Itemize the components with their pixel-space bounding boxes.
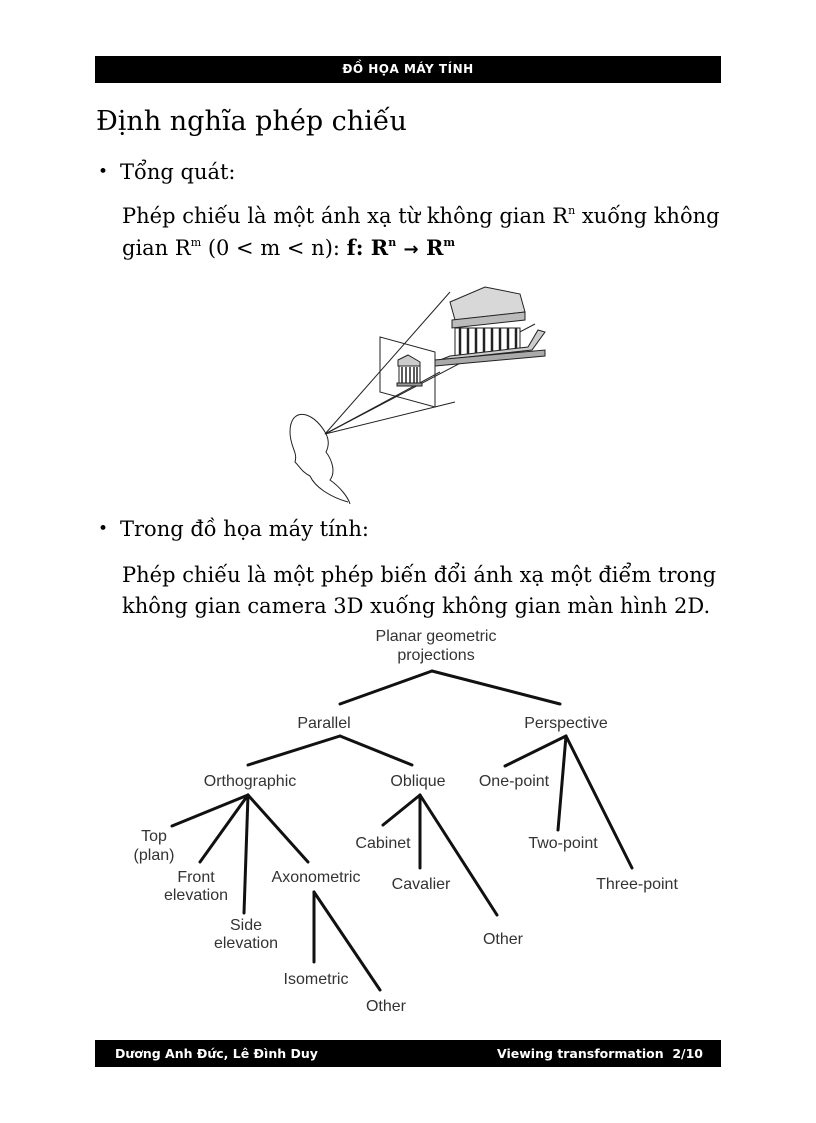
tree-root-line2: projections xyxy=(397,647,475,664)
node-perspective: Perspective xyxy=(524,715,608,732)
node-axonometric-other: Other xyxy=(365,998,407,1015)
projection-tree xyxy=(0,620,816,1025)
node-axonometric: Axonometric xyxy=(271,869,361,886)
node-three-point: Three-point xyxy=(596,876,678,893)
node-side-line1: Side xyxy=(229,917,263,934)
bullet-graphics-label: Trong đồ họa máy tính: xyxy=(120,517,369,541)
node-top-line1: Top xyxy=(141,828,167,845)
def-text-d: (0 < m < n): xyxy=(201,236,347,260)
section-title: Định nghĩa phép chiếu xyxy=(96,106,407,137)
bullet-general xyxy=(98,160,236,184)
formula-f: f: R xyxy=(346,235,389,260)
footer-authors: Dương Anh Đức, Lê Đình Duy xyxy=(115,1046,318,1061)
node-oblique-other: Other xyxy=(482,931,524,948)
node-isometric: Isometric xyxy=(283,971,349,988)
bullet-general-label: Tổng quát: xyxy=(120,160,236,184)
node-cabinet: Cabinet xyxy=(355,835,411,852)
arrow-icon: → xyxy=(403,239,419,260)
def-text-b: xuống không xyxy=(575,204,720,228)
definition-line-1 xyxy=(122,201,722,232)
bullet-dot: • xyxy=(98,519,109,539)
formula-sup-n: n xyxy=(388,236,397,249)
footer-topic: Viewing transformation xyxy=(497,1046,664,1061)
header-title: ĐỒ HỌA MÁY TÍNH xyxy=(342,62,474,76)
node-oblique: Oblique xyxy=(390,773,446,790)
bullet-graphics xyxy=(98,517,369,541)
header-bar xyxy=(95,56,721,83)
node-two-point: Two-point xyxy=(528,835,598,852)
superscript-m: m xyxy=(190,236,202,249)
projection-illustration xyxy=(270,262,560,504)
node-one-point: One-point xyxy=(478,773,550,790)
formula-sup-m: m xyxy=(443,236,456,249)
definition-line-2 xyxy=(122,232,722,265)
node-top-line2: (plan) xyxy=(133,847,175,864)
general-definition xyxy=(122,201,722,265)
footer-bar xyxy=(95,1040,721,1067)
tree-root-line1: Planar geometric xyxy=(375,628,497,645)
node-parallel: Parallel xyxy=(297,715,351,732)
def-text-c: gian R xyxy=(122,236,191,260)
footer-right xyxy=(497,1040,703,1067)
viewer-head-icon xyxy=(290,414,350,504)
page-number: 2/10 xyxy=(672,1046,703,1061)
node-cavalier: Cavalier xyxy=(391,876,451,893)
projected-temple-icon xyxy=(397,355,422,386)
temple-icon xyxy=(435,287,545,366)
node-front-line1: Front xyxy=(177,869,215,886)
bullet-dot: • xyxy=(98,162,109,182)
superscript-n: n xyxy=(568,204,576,217)
graphics-definition: Phép chiếu là một phép biến đổi ánh xạ một điểm trong không gian camera 3D xuống không gian màn hình 2D. xyxy=(122,563,717,618)
node-front-line2: elevation xyxy=(163,887,229,904)
formula xyxy=(347,235,455,260)
formula-r: R xyxy=(425,235,444,260)
node-side-line2: elevation xyxy=(213,935,279,952)
def-text-a: Phép chiếu là một ánh xạ từ không gian R xyxy=(122,204,569,228)
node-orthographic: Orthographic xyxy=(203,773,297,790)
